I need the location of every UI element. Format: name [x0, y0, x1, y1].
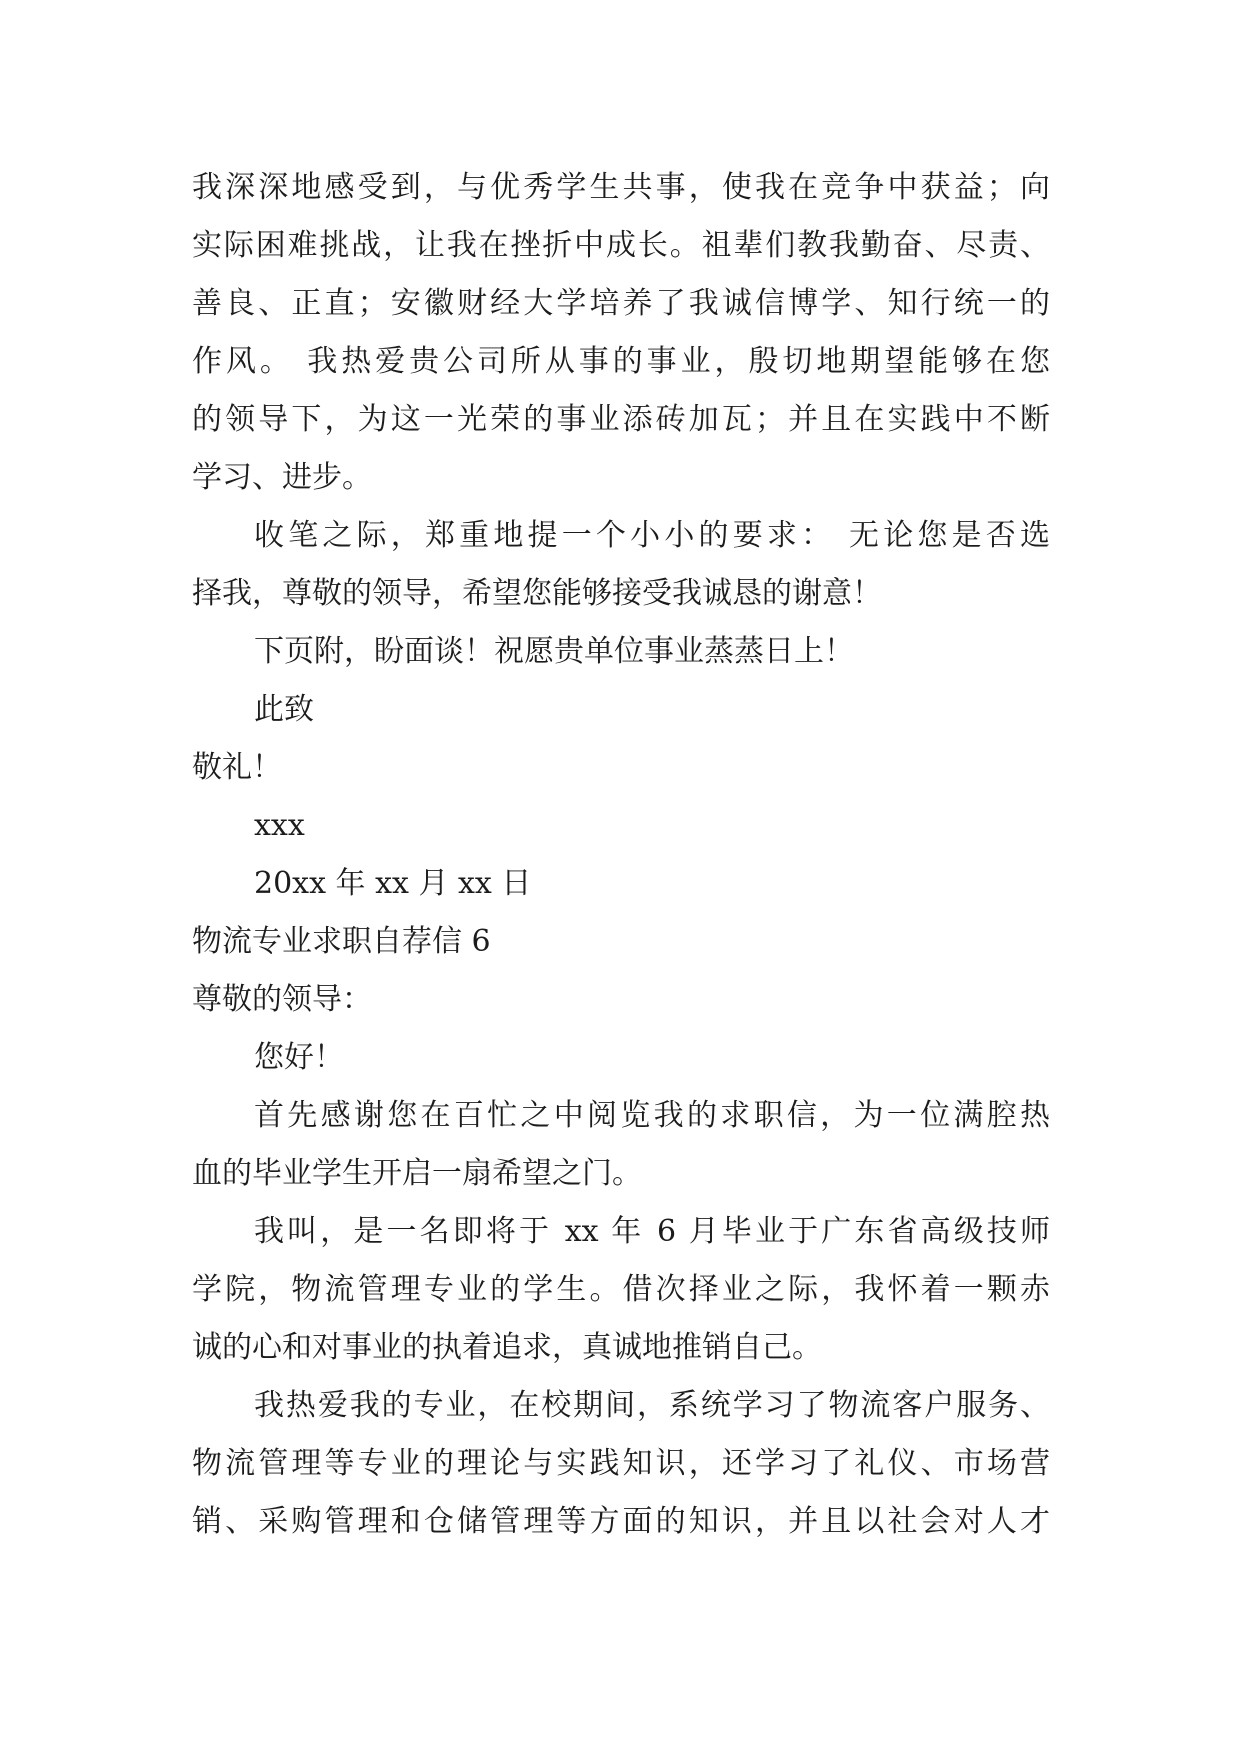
previous-letter-paragraph [192, 159, 1050, 507]
signature-date: 20xx 年 xx 月 xx 日 [254, 866, 532, 901]
signature-name: xxx [254, 808, 305, 843]
paragraph-line: 作风。 我热爱贵公司所从事的事业，殷切地期望能够在您 [192, 344, 1050, 379]
paragraph-line: 学习、进步。 [192, 460, 372, 495]
letter-salutation: 尊敬的领导： [192, 982, 372, 1017]
wish-line: 下页附，盼面谈！祝愿贵单位事业蒸蒸日上！ [254, 634, 854, 669]
paragraph-line: 收笔之际，郑重地提一个小小的要求： 无论您是否选 [254, 518, 1050, 553]
closing-paragraph [192, 507, 1050, 623]
paragraph-line: 我叫，是一名即将于 xx 年 6 月毕业于广东省高级技师 [254, 1214, 1050, 1249]
paragraph-line: 血的毕业学生开启一扇希望之门。 [192, 1156, 642, 1191]
letter-greeting: 您好！ [254, 1040, 344, 1075]
paragraph-line: 首先感谢您在百忙之中阅览我的求职信，为一位满腔热 [254, 1098, 1050, 1133]
paragraph-line: 物流管理等专业的理论与实践知识，还学习了礼仪、市场营 [192, 1446, 1050, 1481]
paragraph-line: 学院，物流管理专业的学生。借次择业之际，我怀着一颗赤 [192, 1272, 1050, 1307]
paragraph-line: 实际困难挑战，让我在挫折中成长。祖辈们教我勤奋、尽责、 [192, 228, 1050, 263]
paragraph-line: 善良、正直；安徽财经大学培养了我诚信博学、知行统一的 [192, 286, 1050, 321]
section-title: 物流专业求职自荐信 6 [192, 924, 491, 959]
paragraph-line: 的领导下，为这一光荣的事业添砖加瓦；并且在实践中不断 [192, 402, 1050, 437]
letter-regards: 敬礼！ [192, 750, 282, 785]
paragraph-intro [192, 1087, 1050, 1203]
paragraph-line: 我深深地感受到，与优秀学生共事，使我在竞争中获益；向 [192, 170, 1050, 205]
paragraph-line: 择我，尊敬的领导，希望您能够接受我诚恳的谢意！ [192, 576, 882, 611]
paragraph-line: 销、采购管理和仓储管理等方面的知识，并且以社会对人才 [192, 1504, 1050, 1539]
paragraph-self-introduction [192, 1203, 1050, 1377]
document-page [192, 159, 1050, 1551]
paragraph-line: 诚的心和对事业的执着追求，真诚地推销自己。 [192, 1330, 822, 1365]
paragraph-line: 我热爱我的专业，在校期间，系统学习了物流客户服务、 [254, 1388, 1050, 1423]
letter-closing: 此致 [254, 692, 314, 727]
paragraph-studies [192, 1377, 1050, 1551]
